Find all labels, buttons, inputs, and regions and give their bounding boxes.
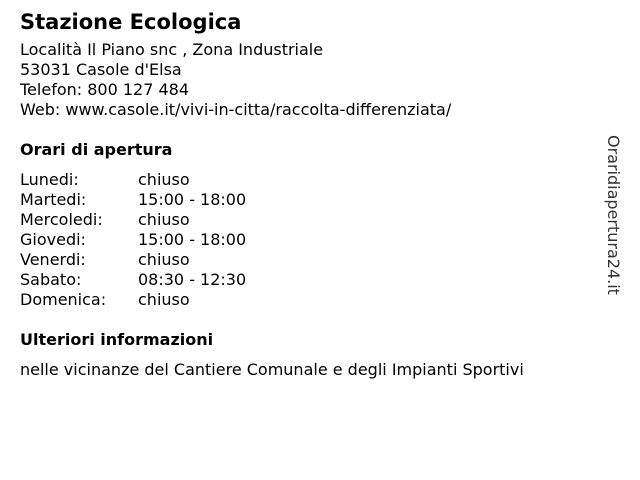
address-street: Località Il Piano snc , Zona Industriale (20, 40, 324, 59)
hours-day: Giovedi: (20, 230, 86, 249)
hours-time: chiuso (138, 250, 190, 269)
hours-time: chiuso (138, 290, 190, 309)
business-card (20, 8, 600, 380)
address-city: 53031 Casole d'Elsa (20, 60, 182, 79)
hours-time: 15:00 - 18:00 (138, 230, 247, 249)
hours-day: Sabato: (20, 270, 82, 289)
page-title: Stazione Ecologica (20, 10, 242, 34)
hours-time: chiuso (138, 170, 190, 189)
hours-time: 15:00 - 18:00 (138, 190, 247, 209)
hours-row-sabato (20, 270, 600, 290)
hours-row-lunedi (20, 170, 600, 190)
hours-day: Martedi: (20, 190, 87, 209)
hours-row-giovedi (20, 230, 600, 250)
opening-hours-heading: Orari di apertura (20, 140, 173, 159)
hours-time: chiuso (138, 210, 190, 229)
website-link[interactable]: Web: www.casole.it/vivi-in-citta/raccolta-differenziata/ (20, 100, 452, 119)
more-info-text: nelle vicinanze del Cantiere Comunale e degli Impianti Sportivi (20, 360, 524, 379)
hours-row-martedi (20, 190, 600, 210)
hours-row-venerdi (20, 250, 600, 270)
hours-row-mercoledi (20, 210, 600, 230)
hours-day: Venerdi: (20, 250, 86, 269)
hours-day: Lunedi: (20, 170, 79, 189)
phone-number: Telefon: 800 127 484 (20, 80, 190, 99)
opening-hours-table (20, 170, 600, 310)
hours-day: Mercoledi: (20, 210, 103, 229)
hours-day: Domenica: (20, 290, 107, 309)
site-watermark: Oraridiapertura24.it (604, 135, 623, 295)
hours-time: 08:30 - 12:30 (138, 270, 247, 289)
more-info-heading: Ulteriori informazioni (20, 330, 214, 349)
hours-row-domenica (20, 290, 600, 310)
